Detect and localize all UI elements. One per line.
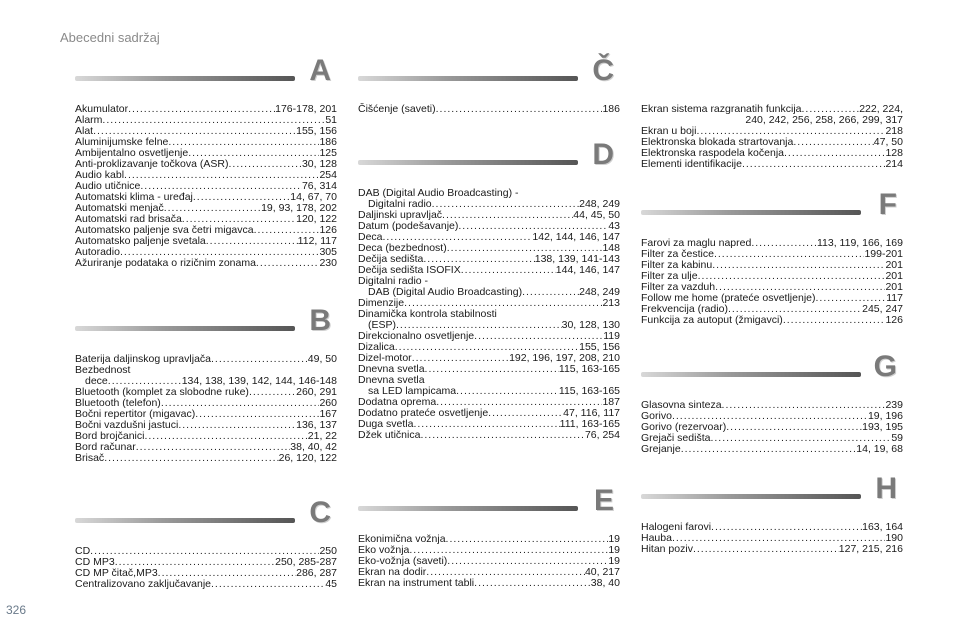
- entry-pages: 176-178, 201: [275, 103, 337, 115]
- leader-dots: [712, 260, 885, 271]
- entry-pages: 187: [602, 396, 620, 408]
- entry-pages: 190: [885, 532, 903, 544]
- entry-list: [75, 546, 337, 590]
- entry-term: Bočni vazdušni jastuci: [75, 419, 179, 431]
- entry-pages: 30, 128, 130: [561, 319, 620, 331]
- entry-term: Brisač: [75, 452, 105, 464]
- leader-dots: [144, 431, 307, 442]
- section-letter: A: [309, 54, 331, 87]
- leader-dots: [249, 387, 296, 398]
- entry-term: Bord računar: [75, 441, 136, 453]
- entry-pages: 120, 122: [296, 213, 337, 225]
- entry-term: Bluetooth (komplet za slobodne ruke): [75, 386, 249, 398]
- entry-term: DAB (Digital Audio Broadcasting): [368, 286, 523, 298]
- entry-term: Deca: [358, 231, 383, 243]
- entry-pages: 125: [319, 147, 337, 159]
- entry-pages: 248, 249: [579, 198, 620, 210]
- section-letter: E: [593, 484, 614, 517]
- leader-dots: [436, 104, 603, 115]
- entry-pages: 186: [319, 136, 337, 148]
- section-letter: H: [875, 472, 897, 505]
- entry-pages: 117: [886, 292, 903, 304]
- entry-pages: 148: [602, 242, 620, 254]
- leader-dots: [461, 265, 556, 276]
- entry-pages: 250: [319, 545, 337, 557]
- leader-dots: [136, 442, 291, 453]
- entry-pages: 19, 196: [867, 410, 903, 422]
- section-letter: D: [592, 138, 614, 171]
- entry-term: CD MP3: [75, 556, 115, 568]
- entry-term: Elementi identifikacije: [641, 158, 742, 170]
- entry-term: Frekvencija (radio): [641, 303, 728, 315]
- entry-pages: 127, 215, 216: [838, 543, 903, 555]
- entry-term: Audio utičnice: [75, 180, 141, 192]
- leader-dots: [413, 419, 559, 430]
- entry-term: Automatsko paljenje sva četri migavca: [75, 224, 254, 236]
- index-entry: [358, 430, 620, 441]
- entry-list: [358, 188, 620, 441]
- entry-term: Bezbednost: [75, 364, 131, 376]
- leader-dots: [474, 578, 591, 589]
- entry-pages: 240, 242, 256, 258, 266, 299, 317: [745, 114, 903, 126]
- entry-term: Gorivo (rezervoar): [641, 421, 727, 433]
- entry-pages: 43: [608, 220, 620, 232]
- entry-pages: 51: [325, 114, 337, 126]
- section-letter: C: [309, 496, 331, 529]
- index-entry: [75, 453, 337, 464]
- entry-term: Alarm: [75, 114, 103, 126]
- entry-pages: 201: [885, 281, 903, 293]
- entry-pages: 142, 144, 146, 147: [532, 231, 620, 243]
- entry-term: Dizel-motor: [358, 352, 412, 364]
- entry-pages: 218: [885, 125, 903, 137]
- entry-pages: 163, 164: [862, 521, 903, 533]
- entry-pages: 113, 119, 166, 169: [816, 237, 903, 249]
- entry-term: sa LED lampicama: [368, 385, 457, 397]
- section-c: [75, 496, 337, 590]
- entry-term: CD MP čitač,MP3: [75, 567, 158, 579]
- entry-pages: 111, 163-165: [559, 418, 620, 430]
- entry-pages: 201: [885, 270, 903, 282]
- section-letter: Č: [592, 54, 614, 87]
- entry-list: [75, 354, 337, 464]
- section-e: [358, 484, 620, 589]
- entry-pages: 239: [885, 399, 903, 411]
- entry-term: Elektronska raspodela kočenja: [641, 147, 785, 159]
- leader-dots: [128, 104, 275, 115]
- entry-term: (ESP): [368, 319, 397, 331]
- entry-term: Automatsko paljenje svetala: [75, 235, 206, 247]
- entry-pages: 155, 156: [579, 341, 620, 353]
- entry-pages: 45: [325, 578, 337, 590]
- entry-term: Baterija daljinskog upravljača: [75, 353, 211, 365]
- leader-dots: [522, 287, 579, 298]
- entry-term: Filter za ulje: [641, 270, 698, 282]
- index-entry: [75, 258, 337, 269]
- section-f: [641, 188, 903, 326]
- entry-pages: 14, 19, 68: [856, 443, 903, 455]
- entry-pages: 214: [885, 158, 903, 170]
- entry-pages: 19: [608, 544, 620, 556]
- entry-pages: 138, 139, 141-143: [534, 253, 620, 265]
- entry-term: CD: [75, 545, 91, 557]
- entry-term: Gorivo: [641, 410, 672, 422]
- entry-term: Ekonimična vožnja: [358, 533, 446, 545]
- entry-list: [641, 104, 903, 170]
- section-divider: [641, 494, 861, 499]
- leader-dots: [228, 159, 301, 170]
- entry-pages: 47, 50: [873, 136, 903, 148]
- entry-pages: 19: [608, 555, 620, 567]
- index-entry: [641, 400, 903, 411]
- leader-dots: [102, 115, 325, 126]
- index-entry: [641, 544, 903, 555]
- entry-term: DAB (Digital Audio Broadcasting) -: [358, 187, 519, 199]
- entry-pages: 305: [319, 246, 337, 258]
- entry-term: Aluminijumske felne: [75, 136, 169, 148]
- entry-term: Dinamička kontrola stabilnosti: [358, 308, 497, 320]
- entry-term: Halogeni farovi: [641, 521, 712, 533]
- index-entry: [641, 315, 903, 326]
- entry-pages: 155, 156: [296, 125, 337, 137]
- leader-dots: [442, 210, 573, 221]
- entry-term: Automatski klima - uređaj: [75, 191, 193, 203]
- leader-dots: [698, 271, 886, 282]
- entry-pages: 76, 254: [584, 429, 620, 441]
- entry-term: Ekran u boji: [641, 125, 697, 137]
- index-entry: [641, 444, 903, 455]
- section-b: [75, 304, 337, 464]
- leader-dots: [488, 408, 563, 419]
- entry-pages: 260: [319, 397, 337, 409]
- entry-term: Grejanje: [641, 443, 681, 455]
- section-divider: [75, 76, 295, 81]
- leader-dots: [168, 137, 319, 148]
- entry-term: Funkcija za autoput (žmigavci): [641, 314, 783, 326]
- entry-pages: 26, 120, 122: [278, 452, 337, 464]
- entry-pages: 47, 116, 117: [563, 407, 620, 419]
- page-header: Abecedni sadržaj: [60, 30, 160, 45]
- leader-dots: [412, 353, 509, 364]
- entry-term: Filter za kabinu: [641, 259, 713, 271]
- entry-list: [358, 534, 620, 589]
- entry-list: [641, 522, 903, 555]
- entry-term: Automatski rad brisača: [75, 213, 182, 225]
- leader-dots: [783, 315, 886, 326]
- leader-dots: [206, 236, 298, 247]
- entry-pages: 136, 137: [296, 419, 337, 431]
- entry-pages: 115, 163-165: [558, 385, 620, 397]
- entry-pages: 76, 314: [301, 180, 337, 192]
- leader-dots: [256, 258, 320, 269]
- section-divider: [358, 160, 578, 165]
- index-entry: [641, 522, 903, 533]
- section-d: [358, 138, 620, 441]
- section-g: [641, 350, 903, 455]
- leader-dots: [425, 364, 559, 375]
- entry-list: [641, 238, 903, 326]
- entry-term: Dnevna svetla: [358, 374, 425, 386]
- leader-dots: [446, 534, 609, 545]
- entry-pages: 19: [608, 533, 620, 545]
- entry-term: Datum (podešavanje): [358, 220, 459, 232]
- entry-pages: 250, 285-287: [275, 556, 337, 568]
- entry-pages: 112, 117: [297, 235, 337, 247]
- leader-dots: [693, 544, 839, 555]
- entry-term: Dimenzije: [358, 297, 405, 309]
- leader-dots: [793, 137, 873, 148]
- index-entry: [358, 578, 620, 589]
- entry-term: Ekran na instrument tabli: [358, 577, 475, 589]
- leader-dots: [178, 420, 296, 431]
- entry-term: Ambijentalno osvetljenje: [75, 147, 189, 159]
- entry-term: Audio kabl: [75, 169, 125, 181]
- section-cc: [358, 54, 620, 115]
- entry-pages: 38, 40, 42: [290, 441, 337, 453]
- entry-term: Grejači sedišta: [641, 432, 711, 444]
- section-e-continued: [641, 100, 903, 170]
- entry-pages: 192, 196, 197, 208, 210: [509, 352, 620, 364]
- entry-pages: 21, 22: [307, 430, 337, 442]
- entry-pages: 59: [891, 432, 903, 444]
- entry-term: Dnevna svetla: [358, 363, 425, 375]
- entry-term: Dečija sedišta: [358, 253, 424, 265]
- entry-pages: 115, 163-165: [558, 363, 620, 375]
- entry-term: Bočni repertitor (migavac): [75, 408, 196, 420]
- index-entry: [75, 579, 337, 590]
- entry-term: Filter za vazduh: [641, 281, 716, 293]
- entry-term: Ekran na dodir: [358, 566, 427, 578]
- section-a: [75, 54, 337, 269]
- entry-term: Autoradio: [75, 246, 120, 258]
- entry-pages: 245, 247: [862, 303, 903, 315]
- entry-term: Farovi za maglu napred: [641, 237, 752, 249]
- leader-dots: [211, 579, 325, 590]
- entry-term: Čišćenje (saveti): [358, 103, 436, 115]
- entry-pages: 126: [885, 314, 903, 326]
- entry-pages: 193, 195: [862, 421, 903, 433]
- entry-pages: 40, 217: [584, 566, 620, 578]
- entry-term: Dodatna oprema: [358, 396, 437, 408]
- entry-pages: 248, 249: [579, 286, 620, 298]
- entry-term: Alat: [75, 125, 94, 137]
- entry-term: Hauba: [641, 532, 672, 544]
- entry-term: Digitalni radio -: [358, 275, 429, 287]
- section-letter: G: [873, 350, 897, 383]
- leader-dots: [211, 354, 308, 365]
- section-divider: [75, 326, 295, 331]
- entry-term: Daljinski upravljač: [358, 209, 443, 221]
- entry-pages: 222, 224,: [859, 103, 903, 115]
- entry-pages: 30, 128: [301, 158, 337, 170]
- section-letter: F: [878, 188, 897, 221]
- entry-pages: 199-201: [864, 248, 903, 260]
- entry-pages: 14, 67, 70: [290, 191, 337, 203]
- entry-term: Dečija sedišta ISOFIX: [358, 264, 461, 276]
- entry-term: Bluetooth (telefon): [75, 397, 161, 409]
- entry-term: Follow me home (prateće osvetljenje): [641, 292, 816, 304]
- entry-pages: 286, 287: [296, 567, 337, 579]
- entry-term: Ažuriranje podataka o rizičnim zonama: [75, 257, 256, 269]
- entry-list: [75, 104, 337, 269]
- entry-term: Direkcionalno osvetljenje: [358, 330, 475, 342]
- leader-dots: [726, 422, 862, 433]
- section-letter: B: [309, 304, 331, 337]
- entry-term: Eko-vožnja (saveti): [358, 555, 448, 567]
- section-divider: [358, 506, 578, 511]
- leader-dots: [681, 444, 857, 455]
- leader-dots: [784, 148, 885, 159]
- entry-list: [358, 104, 620, 115]
- entry-term: Dizalica: [358, 341, 395, 353]
- entry-term: dece: [85, 375, 108, 387]
- entry-pages: 254: [319, 169, 337, 181]
- entry-term: Duga svetla: [358, 418, 414, 430]
- entry-pages: 260, 291: [296, 386, 337, 398]
- entry-pages: 49, 50: [307, 353, 337, 365]
- entry-pages: 213: [602, 297, 620, 309]
- leader-dots: [456, 386, 559, 397]
- entry-term: Eko vožnja: [358, 544, 410, 556]
- entry-pages: 44, 45, 50: [573, 209, 620, 221]
- section-divider: [75, 518, 295, 523]
- index-entry: [641, 159, 903, 170]
- page-number: 326: [6, 603, 27, 617]
- entry-pages: 119: [603, 330, 620, 342]
- entry-pages: 144, 146, 147: [555, 264, 620, 276]
- entry-list: [641, 400, 903, 455]
- entry-pages: 19, 93, 178, 202: [261, 202, 337, 214]
- leader-dots: [104, 453, 278, 464]
- entry-term: Elektronska blokada strartovanja: [641, 136, 794, 148]
- entry-term: Džek utičnica: [358, 429, 421, 441]
- entry-term: Centralizovano zaključavanje: [75, 578, 211, 590]
- section-divider: [641, 210, 861, 215]
- entry-pages: 128: [885, 147, 903, 159]
- index-entry: [358, 104, 620, 115]
- section-h: [641, 472, 903, 555]
- entry-pages: 38, 40: [590, 577, 620, 589]
- entry-term: Ekran sistema razgranatih funkcija: [641, 103, 802, 115]
- leader-dots: [722, 400, 886, 411]
- section-divider: [358, 76, 578, 81]
- entry-term: Bord brojčanici: [75, 430, 145, 442]
- entry-term: Hitan poziv: [641, 543, 693, 555]
- entry-term: Digitalni radio: [368, 198, 432, 210]
- leader-dots: [420, 430, 585, 441]
- entry-term: Filter za čestice: [641, 248, 714, 260]
- leader-dots: [714, 249, 865, 260]
- entry-pages: 134, 138, 139, 142, 144, 146-148: [181, 375, 337, 387]
- entry-pages: 126: [319, 224, 337, 236]
- entry-pages: 230: [319, 257, 337, 269]
- leader-dots: [432, 199, 580, 210]
- entry-term: Deca (bezbednost): [358, 242, 447, 254]
- entry-term: Anti-proklizavanje točkova (ASR): [75, 158, 229, 170]
- leader-dots: [742, 159, 886, 170]
- entry-term: Automatski menjač: [75, 202, 164, 214]
- entry-pages: 167: [319, 408, 337, 420]
- entry-term: Glasovna sinteza: [641, 399, 722, 411]
- section-divider: [641, 372, 861, 377]
- index-entry: [75, 104, 337, 115]
- entry-term: Dodatno prateće osvetljenje: [358, 407, 489, 419]
- leader-dots: [751, 238, 817, 249]
- leader-dots: [124, 170, 319, 181]
- entry-pages: 186: [602, 103, 620, 115]
- entry-term: Akumulator: [75, 103, 129, 115]
- leader-dots: [711, 522, 862, 533]
- entry-pages: 201: [885, 259, 903, 271]
